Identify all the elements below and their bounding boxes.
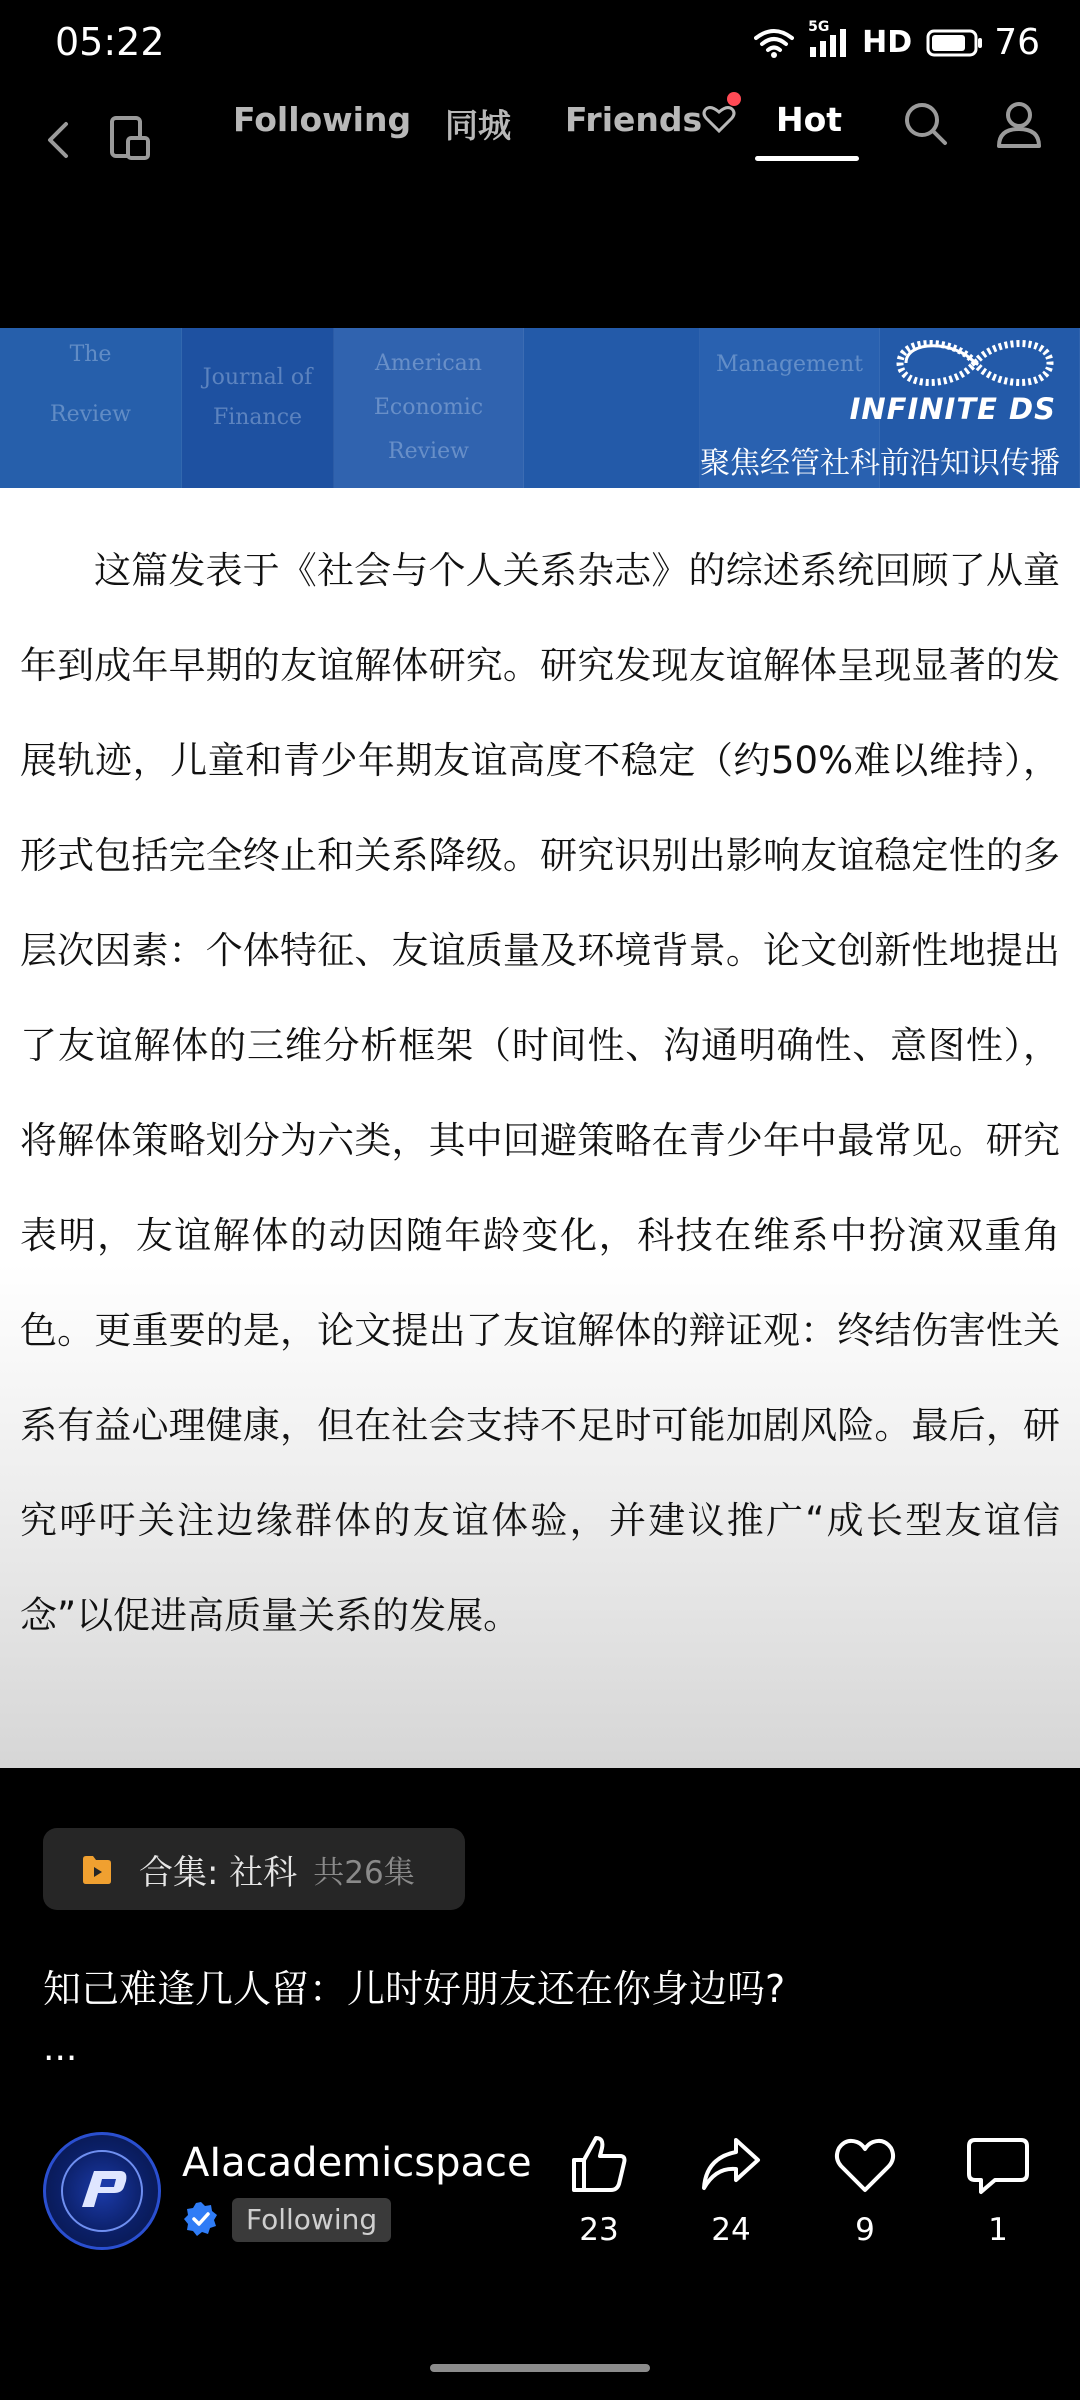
collection-label: 合集: 社科 bbox=[139, 1852, 298, 1893]
verified-badge-icon bbox=[182, 2200, 220, 2238]
active-tab-indicator bbox=[755, 156, 859, 161]
friends-notification-dot bbox=[727, 92, 741, 106]
back-arrow-icon[interactable] bbox=[36, 116, 84, 164]
home-indicator[interactable] bbox=[430, 2364, 650, 2372]
article-summary-text: 这篇发表于《社会与个人关系杂志》的综述系统回顾了从童年到成年早期的友谊解体研究。研究发现友谊解体呈现显著的发展轨迹，儿童和青少年期友谊高度不稳定（约50%难以维持），形式包括完全终止和关系降级。研究识别出影响友谊稳定性的多层次因素：个体特征、友谊质量及环境背景。论文创新性地提出了友谊解体的三维分析框架（时间性、沟通明确性、意图性），将解体策略划分为六类，其中回避策略在青少年中最常见。研究表明，友谊解体的动因随年龄变化，科技在维系中扮演双重角色。更重要的是，论文提出了友谊解体的辩证观：终结伤害性关系有益心理健康，但在社会支持不足时可能加剧风险。最后，研究呼吁关注边缘群体的友谊体验，并建议推广“成长型友谊信念”以促进高质量关系的发展。 bbox=[20, 549, 1060, 1637]
status-icons bbox=[754, 18, 1040, 63]
brand-name: INFINITE DS bbox=[849, 392, 1056, 426]
collection-count: 共26集 bbox=[313, 1854, 415, 1891]
post-title[interactable]: 知己难逢几人留：儿时好朋友还在你身边吗? bbox=[43, 1967, 786, 2011]
comment-bubble-icon bbox=[965, 2132, 1031, 2198]
search-icon[interactable] bbox=[900, 98, 952, 150]
infinity-logo-icon bbox=[890, 332, 1060, 394]
tab-hot[interactable]: Hot bbox=[776, 100, 843, 139]
like-count: 23 bbox=[579, 2212, 619, 2248]
following-badge[interactable]: Following bbox=[232, 2198, 391, 2242]
signal-icon: 5G bbox=[808, 27, 848, 59]
collection-icon bbox=[79, 1851, 115, 1887]
battery-level: 76 bbox=[994, 22, 1040, 63]
comment-button[interactable] bbox=[953, 2132, 1043, 2248]
journal-tile: Journal of Finance bbox=[182, 328, 334, 488]
tab-following[interactable]: Following bbox=[233, 100, 412, 139]
wifi-icon bbox=[754, 27, 794, 59]
battery bbox=[926, 22, 1040, 63]
share-count: 24 bbox=[711, 2212, 751, 2248]
comment-count: 1 bbox=[988, 2212, 1008, 2248]
author-name[interactable]: AIacademicspace bbox=[182, 2140, 532, 2186]
post-image[interactable] bbox=[0, 328, 1080, 1768]
avatar-logo-icon bbox=[46, 2135, 158, 2247]
tab-friends-label: Friends bbox=[565, 100, 703, 139]
thumbs-up-icon bbox=[566, 2132, 632, 2198]
tab-friends[interactable] bbox=[565, 100, 736, 139]
share-button[interactable] bbox=[686, 2132, 776, 2248]
journal-banner bbox=[0, 328, 1080, 488]
journal-tile: The Review bbox=[0, 328, 182, 488]
journal-tile bbox=[524, 328, 700, 488]
avatar[interactable] bbox=[43, 2132, 161, 2250]
status-bar bbox=[0, 0, 1080, 92]
favorite-button[interactable] bbox=[820, 2132, 910, 2248]
share-arrow-icon bbox=[698, 2132, 764, 2198]
heart-outline-icon bbox=[702, 104, 736, 134]
top-nav bbox=[0, 92, 1080, 188]
favorite-count: 9 bbox=[855, 2212, 875, 2248]
profile-icon[interactable] bbox=[993, 98, 1045, 150]
battery-icon bbox=[926, 28, 984, 58]
journal-tile: American Economic Review bbox=[334, 328, 524, 488]
banner-caption: 聚焦经管社科前沿知识传播 bbox=[700, 446, 1060, 481]
multi-window-icon[interactable] bbox=[108, 114, 156, 164]
tab-nearby[interactable]: 同城 bbox=[445, 106, 511, 145]
hd-label: HD bbox=[862, 25, 913, 60]
journal-tile: Management bbox=[700, 328, 880, 488]
status-time: 05:22 bbox=[55, 20, 165, 64]
collection-chip[interactable] bbox=[43, 1828, 465, 1910]
like-button[interactable] bbox=[554, 2132, 644, 2248]
heart-icon bbox=[832, 2132, 898, 2198]
expand-ellipsis[interactable]: ... bbox=[43, 2028, 78, 2069]
